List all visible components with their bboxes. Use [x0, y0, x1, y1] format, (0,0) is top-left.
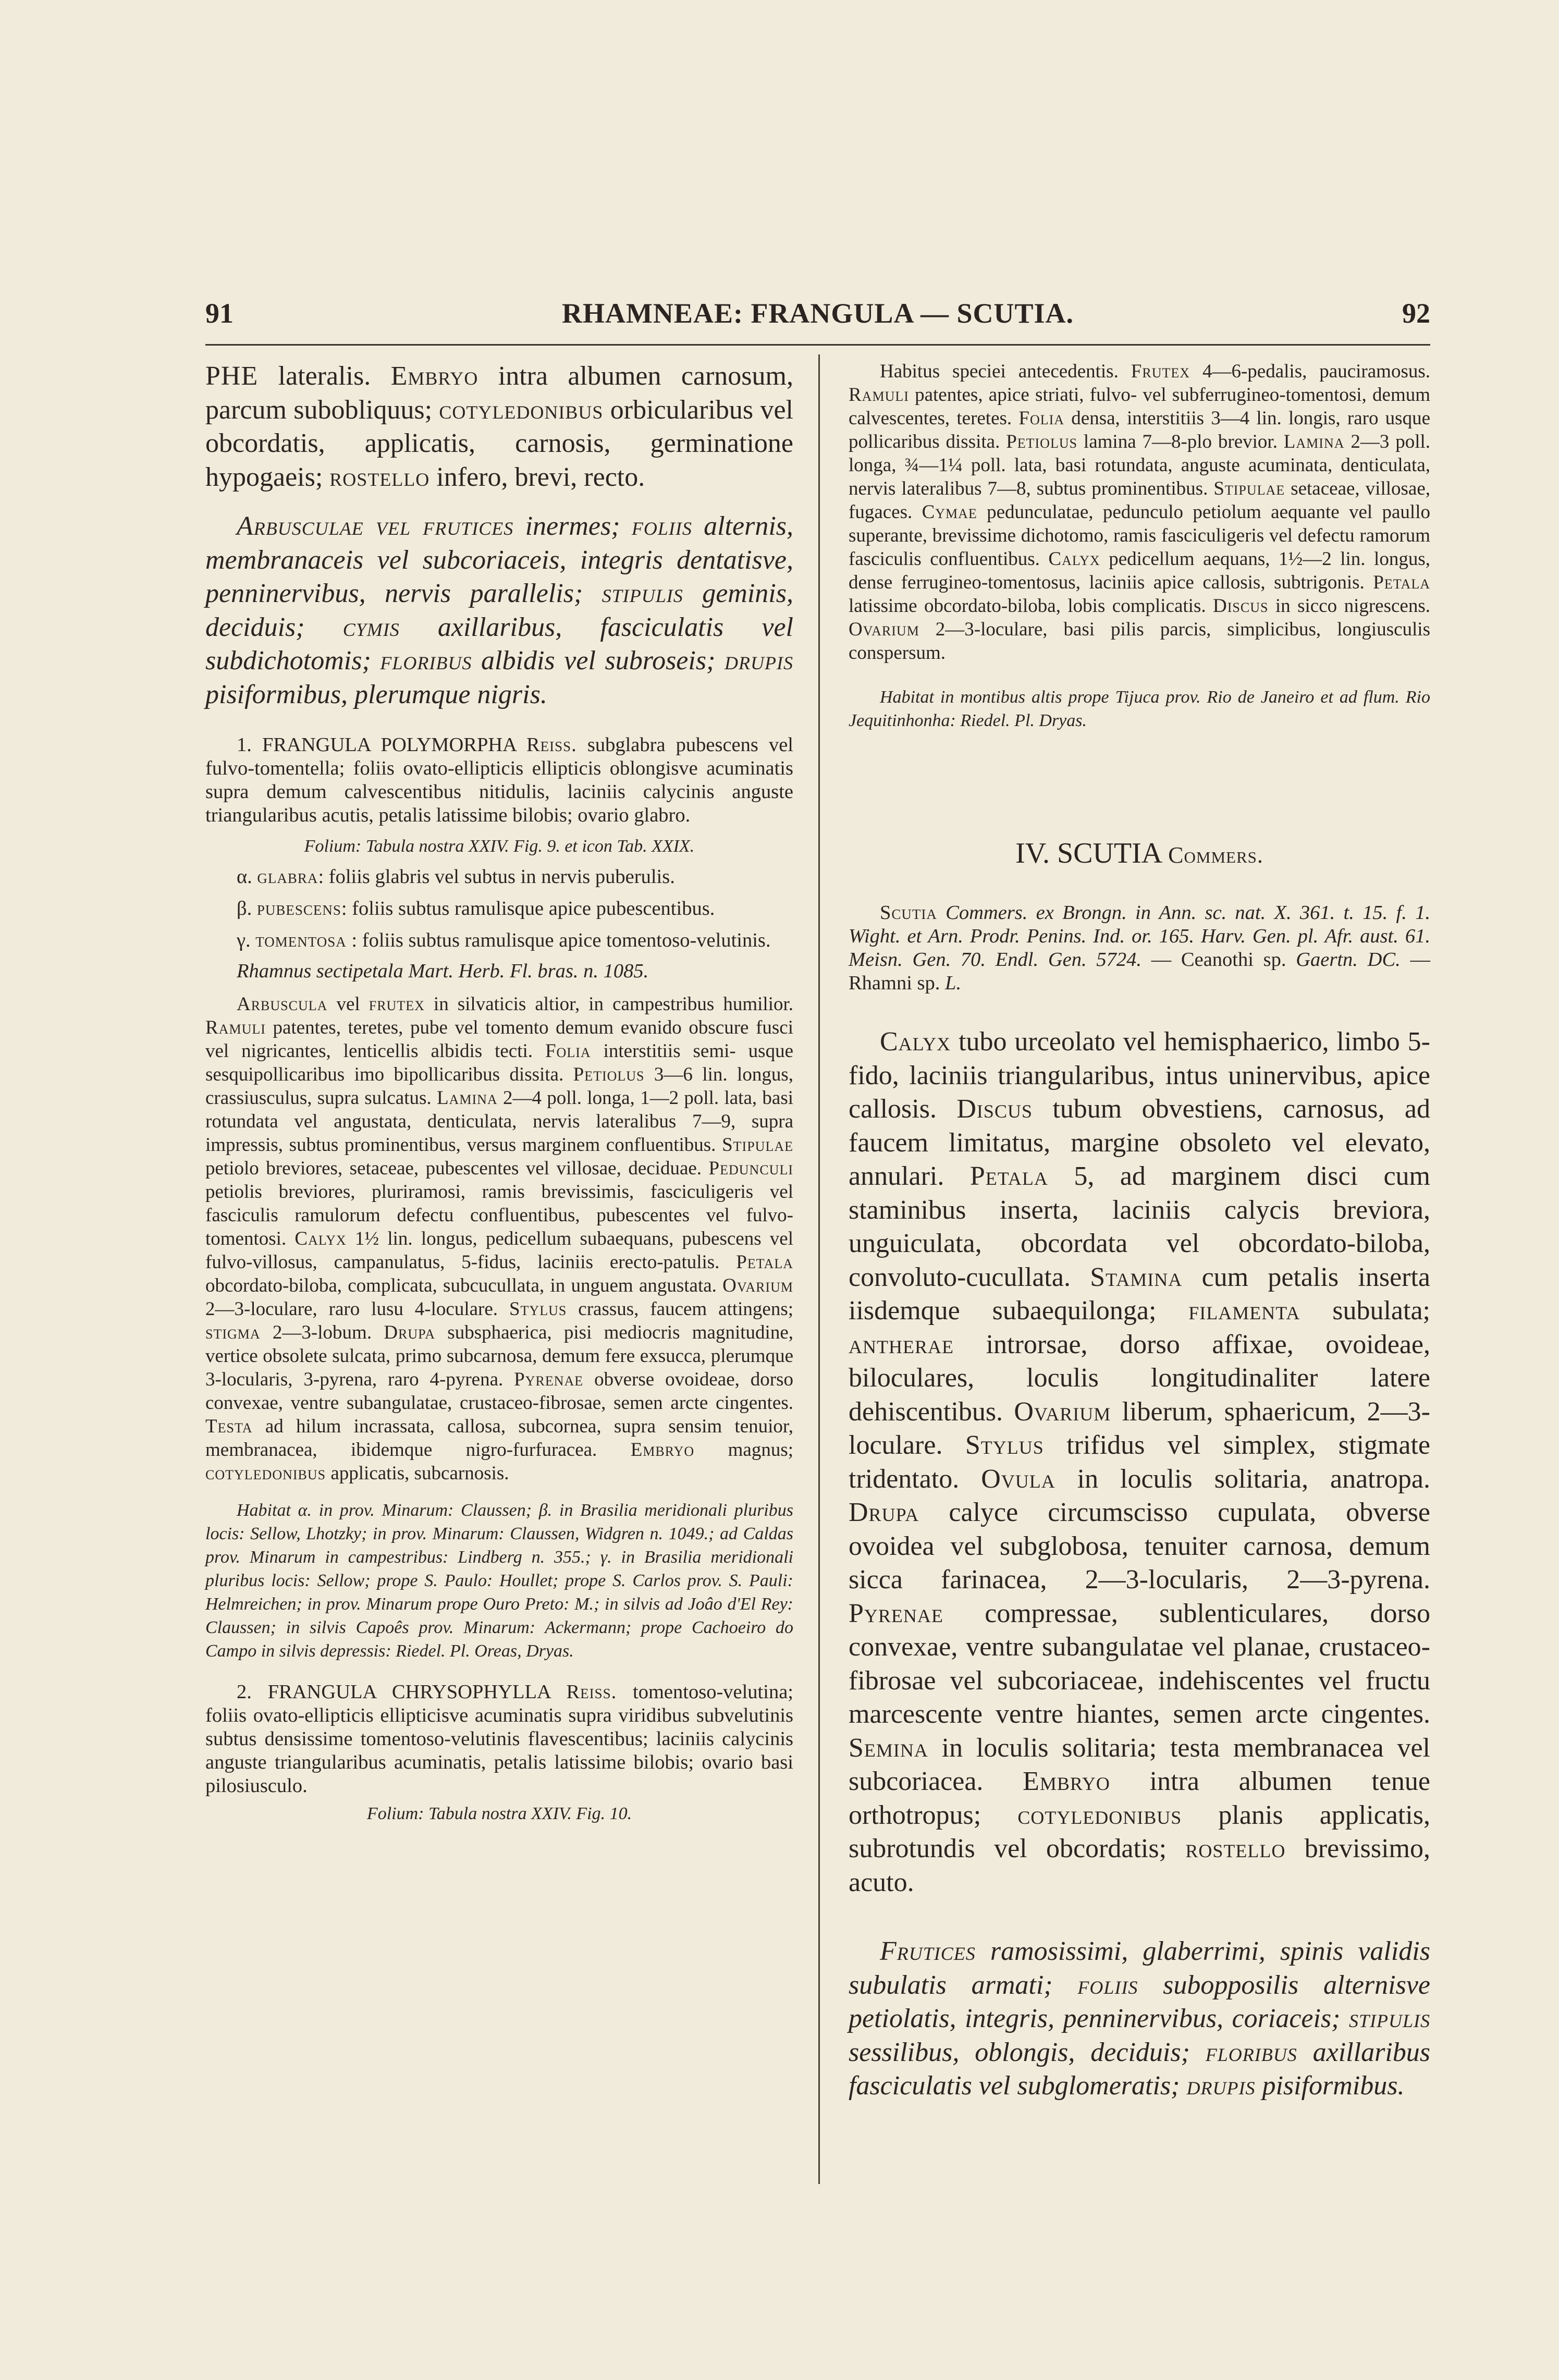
scutia-habit-paragraph: Frutices ramosissimi, glaberrimi, spinis validis subulatis armati; foliis subopposilis alternisve petiolatis, integris, penninervibus, coriaceis; stipulis sessilibus, oblongis, deciduis; floribus axillaribus fasciculatis vel subglomeratis; drupis pisiformibus.: [849, 1936, 1430, 2101]
folium-reference-1: Folium: Tabula nostra XXIV. Fig. 9. et icon Tab. XXIX.: [304, 837, 695, 856]
left-column: [205, 360, 793, 1825]
scutia-synonymy: Scutia Commers. ex Brongn. in Ann. sc. nat. X. 361. t. 15. f. 1. Wight. et Arn. Prodr. Penins. Ind. or. 165. Harv. Gen. pl. Afr. aust. 61. Meisn. Gen. 70. Endl. Gen. 5724. — Ceanothi sp. Gaertn. DC. — Rhamni sp. L.: [849, 902, 1430, 994]
page-number-left: 91: [205, 298, 234, 329]
synonym-line: Rhamnus sectipetala Mart. Herb. Fl. bras. n. 1085.: [237, 960, 649, 982]
habitat-species-2: Habitat in montibus altis prope Tijuca prov. Rio de Janeiro et ad flum. Rio Jequitinhonha: Riedel. Pl. Dryas.: [849, 688, 1430, 730]
species-2-description: Habitus speciei antecedentis. Frutex 4—6-pedalis, pauciramosus. Ramuli patentes, apice striati, fulvo- vel subferrugineo-tomentosi, demum calvescentes, teretes. Folia densa, interstitiis 3—4 lin. longis, raro usque pollicaribus dissita. Petiolus lamina 7—8-plo brevior. Lamina 2—3 poll. longa, ¾—1¼ poll. lata, basi rotundata, anguste acuminata, denticulata, nervis lateralibus 7—8, subtus prominentibus. Stipulae setaceae, villosae, fugaces. Cymae pedunculatae, pedunculo petiolum aequante vel paullo superante, brevissime dichotomo, ramis fasciculigeris vel defectu ramorum fasciculis confluentibus. Calyx pedicellum aequans, 1½—2 lin. longus, dense ferrugineo-tomentosus, laciniis apice callosis, subtrigonis. Petala latissime obcordato-biloba, lobis complicatis. Discus in sicco nigrescens. Ovarium 2—3-loculare, basi pilis parcis, simplicibus, longiusculis conspersum.: [849, 361, 1431, 664]
species-1-description: Arbuscula vel frutex in silvaticis altior, in campestribus humilior. Ramuli patentes, teretes, pube vel tomento demum evanido obscure fusci vel nigricantes, lenticellis albidis tecti. Folia interstitiis semi- usque sesquipollicaribus imo bipollicaribus dissita. Petiolus 3—6 lin. longus, crassiusculus, supra sulcatus. Lamina 2—4 poll. longa, 1—2 poll. lata, basi rotundata vel angustata, denticulata, nervis lateralibus 7—9, supra impressis, subtus prominentibus, versus marginem confluentibus. Stipulae petiolo breviores, setaceae, pubescentes vel villosae, deciduae. Pedunculi petiolis breviores, pluriramosi, ramis brevissimis, fasciculigeris vel fasciculis ramulorum defectu confluentibus, pubescentes vel fulvo-tomentosi. Calyx 1½ lin. longus, pedicellum subaequans, pubescens vel fulvo-villosus, campanulatus, 5-fidus, laciniis erecto-patulis. Petala obcordato-biloba, complicata, subcucullata, in unguem angustata. Ovarium 2—3-loculare, raro lusu 4-loculare. Stylus crassus, faucem attingens; stigma 2—3-lobum. Drupa subsphaerica, pisi mediocris magnitudine, vertice obsolete sulcata, primo subcarnosa, demum fere exsucca, plerumque 3-locularis, 3-pyrena, raro 4-pyrena. Pyrenae obverse ovoideae, dorso convexae, ventre subangulatae, crustaceo-fibrosae, semen arcte cingentes. Testa ad hilum incrassata, callosa, subcornea, supra sensim tenuior, membranacea, ibidemque nigro-furfuracea. Embryo magnus; cotyledonibus applicatis, subcarnosis.: [205, 993, 794, 1484]
scutia-generic-description: Calyx tubo urceolato vel hemisphaerico, limbo 5-fido, laciniis triangularibus, intus uninervibus, apice callosis. Discus tubum obvestiens, carnosus, ad faucem limitatus, margine obsoleto vel elevato, annulari. Petala 5, ad marginem disci cum staminibus inserta, laciniis calycis breviora, unguiculata, obcordata vel obcordato-biloba, convoluto-cucullata. Stamina cum petalis inserta iisdemque subaequilonga; filamenta subulata; antherae introrsae, dorso affixae, ovoideae, biloculares, loculis longitudinaliter latere dehiscentibus. Ovarium liberum, sphaericum, 2—3-loculare. Stylus trifidus vel simplex, stigmate tridentato. Ovula in loculis solitaria, anatropa. Drupa calyce circumscisso cupulata, obverse ovoidea vel subglobosa, tenuiter carnosa, demum sicca farinacea, 2—3-locularis, 2—3-pyrena. Pyrenae compressae, sublenticulares, dorso convexae, ventre subangulatae vel planae, crustaceo-fibrosae vel subcoriaceae, indehiscentes vel fructu marcescente ventre hiantes, semen arcte cingentes. Semina in loculis solitaria; testa membranacea vel subcoriacea. Embryo intra albumen tenue orthotropus; cotyledonibus planis applicatis, subrotundis vel obcordatis; rostello brevissimo, acuto.: [849, 1027, 1431, 1897]
folium-reference-2: Folium: Tabula nostra XXIV. Fig. 10.: [366, 1804, 632, 1823]
genus-habit-paragraph: Arbusculae vel frutices inermes; foliis alternis, membranaceis vel subcoriaceis, integris dentatisve, penninervibus, nervis parallelis; stipulis geminis, deciduis; cymis axillaribus, fasciculatis vel subdichotomis; floribus albidis vel subroseis; drupis pisiformibus, plerumque nigris.: [205, 511, 794, 709]
running-title: RHAMNEAE: FRANGULA — SCUTIA.: [561, 298, 1074, 329]
header-rule: [205, 344, 1430, 346]
variety-beta: β. pubescens: foliis subtus ramulisque apice pubescentibus.: [237, 898, 715, 919]
section-heading-scutia: IV. SCUTIA Commers.: [1015, 837, 1263, 869]
embryo-paragraph: PHE lateralis. Embryo intra albumen carnosum, parcum subobliquus; cotyledonibus orbicularibus vel obcordatis, applicatis, carnosis, germinatione hypogaeis; rostello infero, brevi, recto.: [205, 361, 793, 492]
variety-alpha: α. glabra: foliis glabris vel subtus in nervis puberulis.: [237, 866, 675, 888]
running-header: [205, 297, 1430, 339]
habitat-species-1: Habitat α. in prov. Minarum: Claussen; β. in Brasilia meridionali pluribus locis: Sellow, Lhotzky; in prov. Minarum: Claussen, Widgren n. 1049.; ad Caldas prov. Minarum in campestribus: Lindberg n. 355.; γ. in Brasilia meridionali pluribus locis: Sellow; prope S. Paulo: Houllet; prope S. Carlos prov. S. Pauli: Helmreichen; in prov. Minarum prope Ouro Preto: M.; in silvis ad Joâo d'El Rey: Claussen; in silvis Capoês prov. Minarum: Ackermann; prope Cachoeiro do Campo in silvis depressis: Riedel. Pl. Oreas, Dryas.: [205, 1501, 793, 1661]
column-divider: [818, 354, 820, 2184]
variety-gamma: γ. tomentosa : foliis subtus ramulisque apice tomentoso-velutinis.: [237, 929, 771, 951]
right-column: [849, 360, 1430, 2103]
page-number-right: 92: [1402, 298, 1430, 329]
species-2-diagnosis: 2. FRANGULA CHRYSOPHYLLA Reiss. tomentoso-velutina; foliis ovato-ellipticis ellipticisve acuminatis supra viridibus subvelutinis subtus densissime tomentoso-velutinis flavescentibus; laciniis calycinis anguste triangularibus acuminatis, petalis latissime bilobis; ovario basi pilosiusculo.: [205, 1681, 793, 1797]
species-1-diagnosis: 1. FRANGULA POLYMORPHA Reiss. subglabra pubescens vel fulvo-tomentella; foliis ovato-ellipticis ellipticis oblongisve acuminatis supra demum calvescentibus nitidulis, laciniis calycinis anguste triangularibus acutis, petalis latissime bilobis; ovario glabro.: [205, 734, 793, 826]
